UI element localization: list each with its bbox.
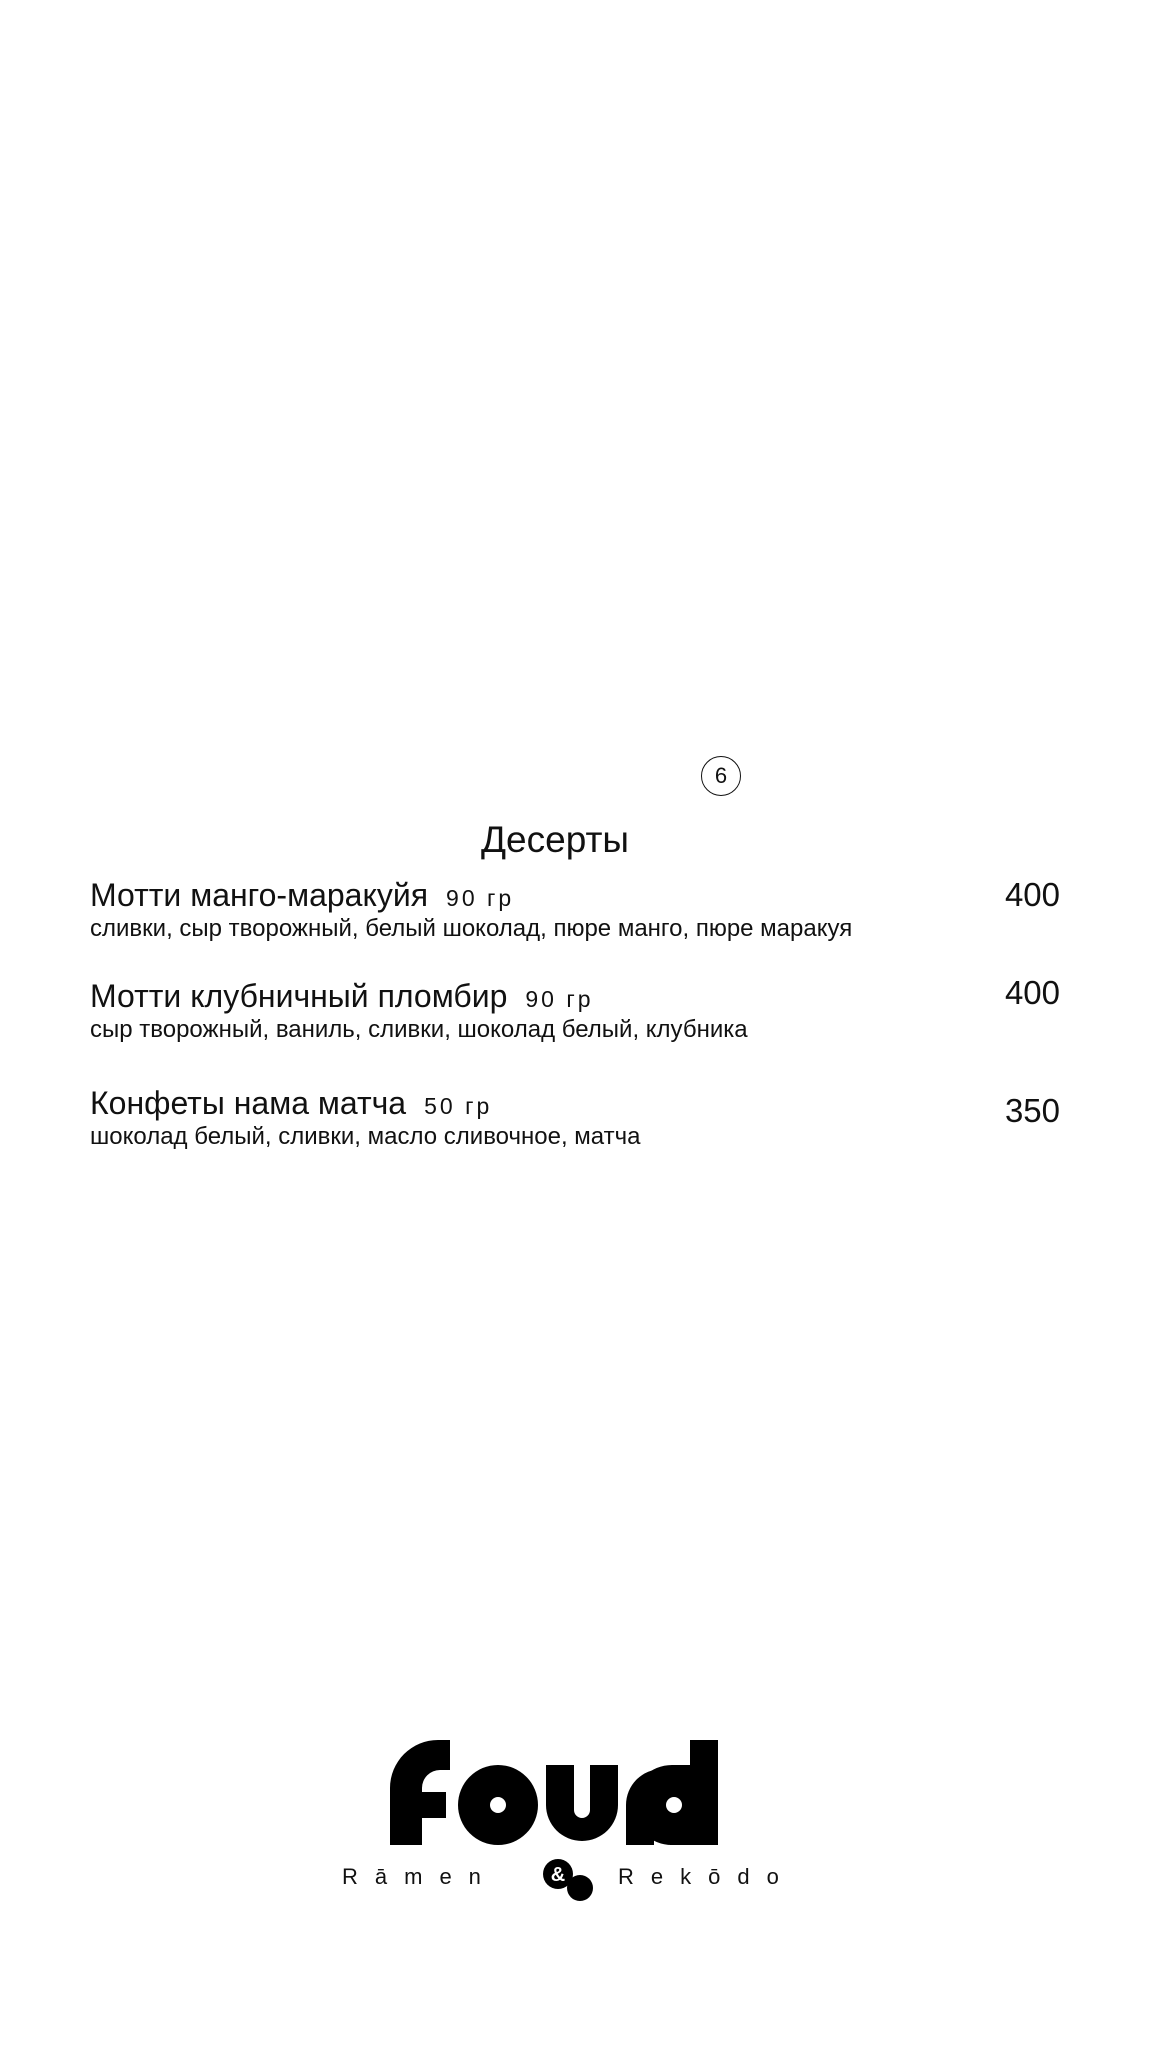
menu-item-price: 400 bbox=[1004, 876, 1060, 913]
menu-item-weight: 50 гр bbox=[424, 1093, 493, 1119]
menu-item-weight: 90 гр bbox=[525, 986, 594, 1012]
menu-item-description: сливки, сыр творожный, белый шоколад, пюре манго, пюре маракуя bbox=[90, 915, 853, 942]
menu-item bbox=[90, 974, 1060, 1045]
menu-item bbox=[90, 1084, 1060, 1152]
section-title: Десерты bbox=[480, 819, 630, 860]
menu-item bbox=[90, 876, 1060, 944]
menu-item-header bbox=[90, 876, 1060, 914]
menu-item-name: Мотти манго-маракуйя bbox=[90, 877, 429, 913]
tagline-left-word: Rāmen bbox=[342, 1864, 498, 1889]
menu-item-name: Мотти клубничный пломбир bbox=[90, 978, 508, 1014]
menu-item-weight: 90 гр bbox=[446, 885, 515, 911]
menu-item-price: 400 bbox=[1004, 974, 1060, 1011]
page-number: 6 bbox=[714, 763, 728, 788]
menu-item-description: шоколад белый, сливки, масло сливочное, матча bbox=[90, 1123, 641, 1150]
menu-item-header bbox=[90, 977, 1060, 1015]
tagline-ampersand: & bbox=[550, 1864, 566, 1886]
tagline-right-word: Rekōdo bbox=[618, 1864, 796, 1889]
found-wordmark-d-glyph bbox=[622, 1740, 742, 1845]
brand-logo bbox=[330, 1740, 810, 1900]
page-number-badge bbox=[701, 756, 741, 796]
menu-item-header bbox=[90, 1084, 1060, 1122]
ampersand-dots-icon bbox=[542, 1858, 594, 1902]
menu-item-description: сыр творожный, ваниль, сливки, шоколад белый, клубника bbox=[90, 1016, 748, 1043]
menu-item-name: Конфеты нама матча bbox=[90, 1085, 407, 1121]
menu-item-price: 350 bbox=[1004, 1092, 1060, 1129]
logo-tagline bbox=[330, 1858, 810, 1898]
